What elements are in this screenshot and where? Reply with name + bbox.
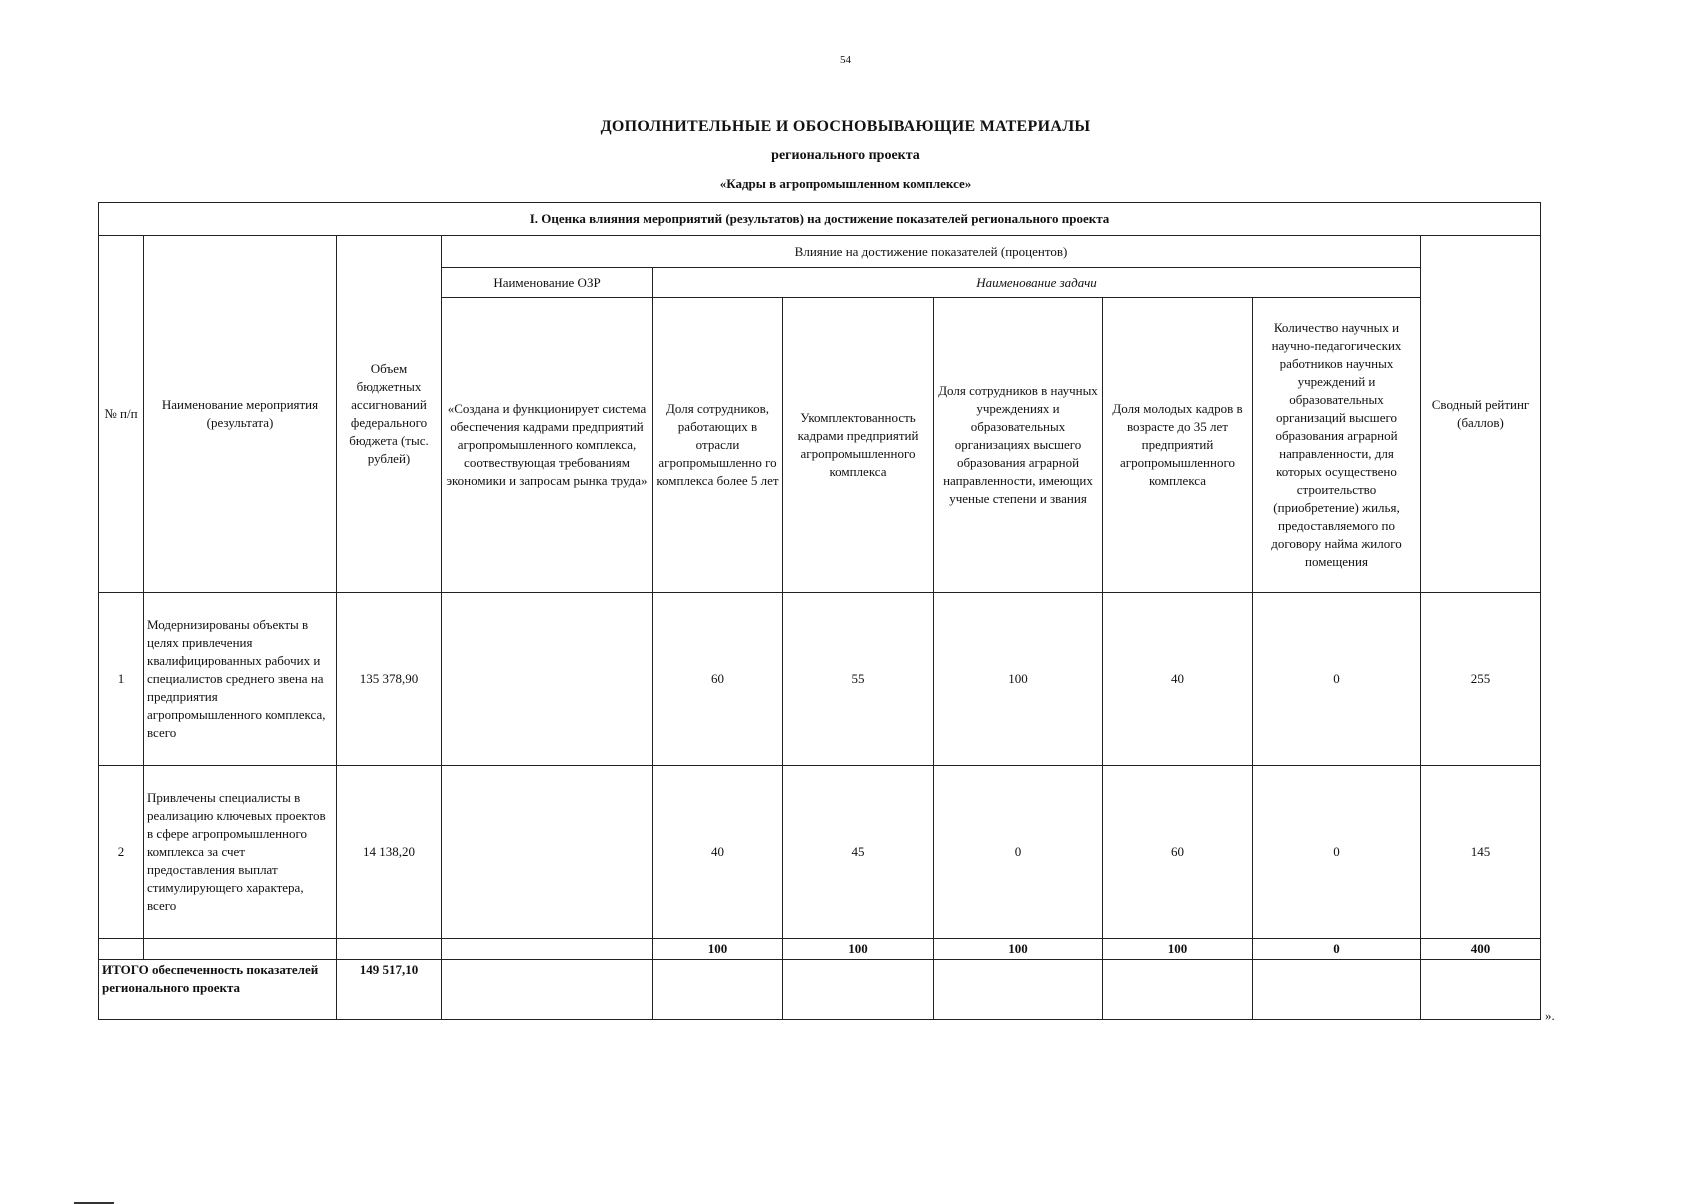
col-header-indicator-5: Количество научных и научно-педагогических работников научных учреждений и образовательных организаций высшего образования аграрной направленности, для которых осуществено строительство (приобретение) жилья, предоставляемого по договору найма жилого помещения: [1253, 298, 1421, 593]
col-header-budget: Объем бюджетных ассигнований федерального бюджета (тыс. рублей): [337, 236, 442, 593]
row-indicator-1: 40: [653, 766, 783, 939]
task-header: Наименование задачи: [653, 268, 1421, 298]
row-indicator-3: 100: [934, 593, 1103, 766]
row-indicator-5: 0: [1253, 593, 1421, 766]
row-rating: 255: [1421, 593, 1541, 766]
total-empty-cell: [1103, 960, 1253, 1020]
total-empty-cell: [442, 960, 653, 1020]
row-name: Модернизированы объекты в целях привлечения квалифицированных рабочих и специалистов среднего звена на предприятия агропромышленного комплекса, всего: [144, 593, 337, 766]
sum-empty-cell: [442, 939, 653, 960]
col-header-indicator-1: Доля сотрудников, работающих в отрасли агропромышленно го комплекса более 5 лет: [653, 298, 783, 593]
ozr-header: Наименование ОЗР: [442, 268, 653, 298]
table-row: [99, 766, 1541, 939]
sum-indicator-5: 0: [1253, 939, 1421, 960]
total-budget: 149 517,10: [337, 960, 442, 1020]
sum-indicator-3: 100: [934, 939, 1103, 960]
row-budget: 135 378,90: [337, 593, 442, 766]
section-title: I. Оценка влияния мероприятий (результатов) на достижение показателей регионального проекта: [99, 203, 1541, 236]
table-row: [99, 593, 1541, 766]
total-empty-cell: [934, 960, 1103, 1020]
total-empty-cell: [783, 960, 934, 1020]
col-header-indicator-2: Укомплектованность кадрами предприятий агропромышленного комплекса: [783, 298, 934, 593]
row-budget: 14 138,20: [337, 766, 442, 939]
sum-empty-cell: [144, 939, 337, 960]
row-indicator-3: 0: [934, 766, 1103, 939]
sum-indicator-1: 100: [653, 939, 783, 960]
total-label: ИТОГО обеспеченность показателей регионального проекта: [99, 960, 337, 1020]
row-indicator-4: 40: [1103, 593, 1253, 766]
sum-empty-cell: [337, 939, 442, 960]
closing-quote: ».: [1545, 1008, 1555, 1023]
row-ozr: [442, 593, 653, 766]
total-empty-cell: [1253, 960, 1421, 1020]
row-indicator-5: 0: [1253, 766, 1421, 939]
total-empty-cell: [1421, 960, 1541, 1020]
total-empty-cell: [653, 960, 783, 1020]
row-ozr: [442, 766, 653, 939]
total-row: [99, 960, 1541, 1020]
row-num: 1: [99, 593, 144, 766]
sum-empty-cell: [99, 939, 144, 960]
row-indicator-4: 60: [1103, 766, 1253, 939]
sum-rating: 400: [1421, 939, 1541, 960]
col-header-name: Наименование мероприятия (результата): [144, 236, 337, 593]
col-header-ozr: «Создана и функционирует система обеспечения кадрами предприятий агропромышленного комплекса, соотвествующая требованиям экономики и запросам рынка труда»: [442, 298, 653, 593]
page-number: 54: [840, 54, 851, 66]
document-title: ДОПОЛНИТЕЛЬНЫЕ И ОБОСНОВЫВАЮЩИЕ МАТЕРИАЛЫ: [600, 118, 1091, 135]
sum-indicator-2: 100: [783, 939, 934, 960]
influence-header: Влияние на достижение показателей (процентов): [442, 236, 1421, 268]
row-indicator-2: 55: [783, 593, 934, 766]
row-num: 2: [99, 766, 144, 939]
sum-indicator-4: 100: [1103, 939, 1253, 960]
document-subtitle: регионального проекта: [771, 148, 920, 163]
row-indicator-1: 60: [653, 593, 783, 766]
col-header-rating: Сводный рейтинг (баллов): [1421, 236, 1541, 593]
row-name: Привлечены специалисты в реализацию ключевых проектов в сфере агропромышленного комплекса за счет предоставления выплат стимулирующего характера, всего: [144, 766, 337, 939]
project-name: «Кадры в агропромышленном комплексе»: [719, 176, 972, 191]
assessment-table: [98, 202, 1541, 1020]
row-rating: 145: [1421, 766, 1541, 939]
col-header-indicator-3: Доля сотрудников в научных учреждениях и образовательных организациях высшего образования аграрной направленности, имеющих ученые степени и звания: [934, 298, 1103, 593]
col-header-indicator-4: Доля молодых кадров в возрасте до 35 лет предприятий агропромышленного комплекса: [1103, 298, 1253, 593]
row-indicator-2: 45: [783, 766, 934, 939]
col-header-num: № п/п: [99, 236, 144, 593]
sum-row: [99, 939, 1541, 960]
